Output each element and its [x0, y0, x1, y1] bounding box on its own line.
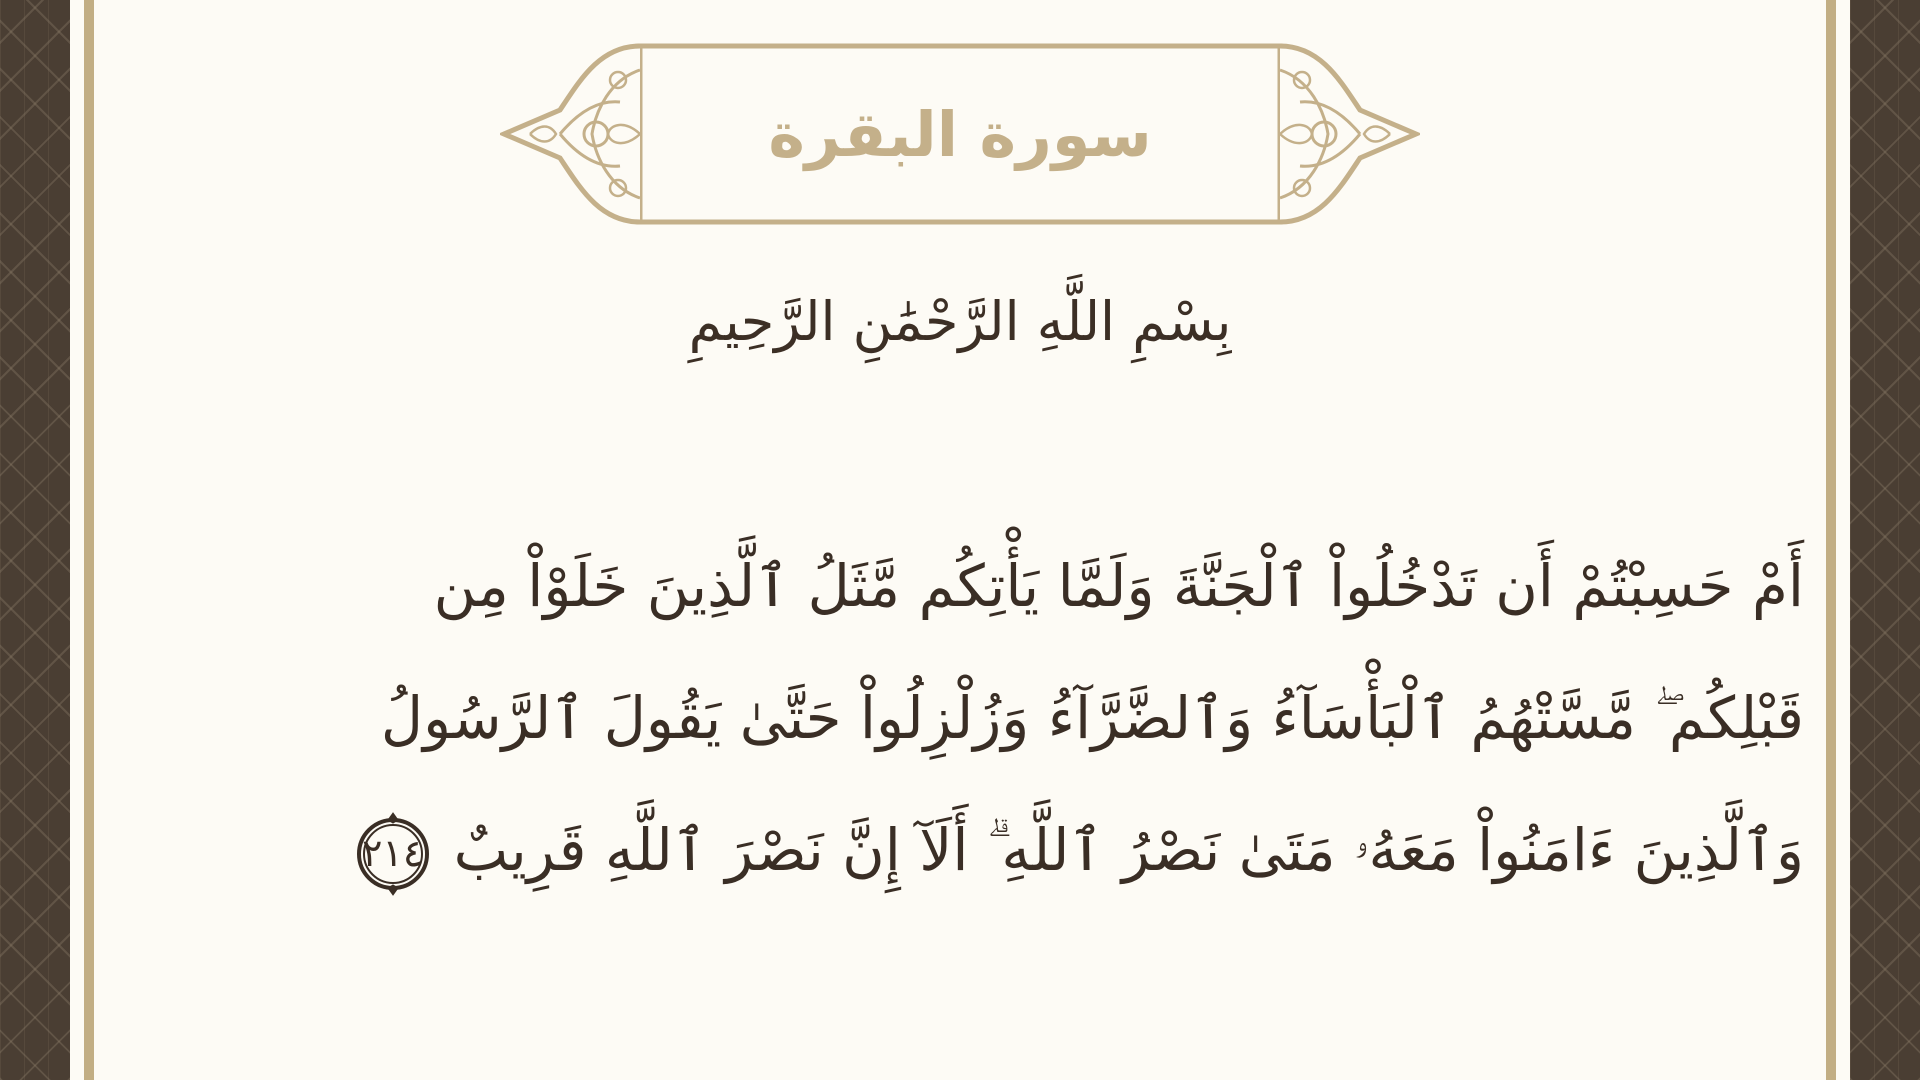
verse-line-2: قَبْلِكُم ۖ مَّسَّتْهُمُ ٱلْبَأْسَآءُ وَٱلضَّرَّآءُ وَزُلْزِلُواْ حَتَّىٰ يَقُولَ ٱلرَّسُولُ — [380, 684, 1804, 752]
sura-header-banner — [500, 40, 1420, 228]
verse-text — [250, 520, 1804, 916]
sura-title: سورة البقرة — [768, 98, 1152, 171]
verse-line-3 — [250, 784, 1804, 916]
ayah-end-marker — [350, 811, 436, 897]
left-ornamental-border — [0, 0, 70, 1080]
verse-line-1: أَمْ حَسِبْتُمْ أَن تَدْخُلُواْ ٱلْجَنَّةَ وَلَمَّا يَأْتِكُم مَّثَلُ ٱلَّذِينَ خَلَوْاْ مِن — [433, 552, 1804, 620]
verse-line-3-text: وَٱلَّذِينَ ءَامَنُواْ مَعَهُۥ مَتَىٰ نَصْرُ ٱللَّهِ ۗ أَلَآ إِنَّ نَصْرَ ٱللَّهِ قَرِيبٌ — [453, 816, 1804, 884]
basmala-calligraphy: بِسْمِ اللَّهِ الرَّحْمَٰنِ الرَّحِيمِ — [688, 290, 1232, 353]
right-gold-rule — [1826, 0, 1836, 1080]
left-gold-rule — [84, 0, 94, 1080]
ayah-number: ٢١٤ — [362, 830, 424, 875]
right-ornamental-border — [1850, 0, 1920, 1080]
